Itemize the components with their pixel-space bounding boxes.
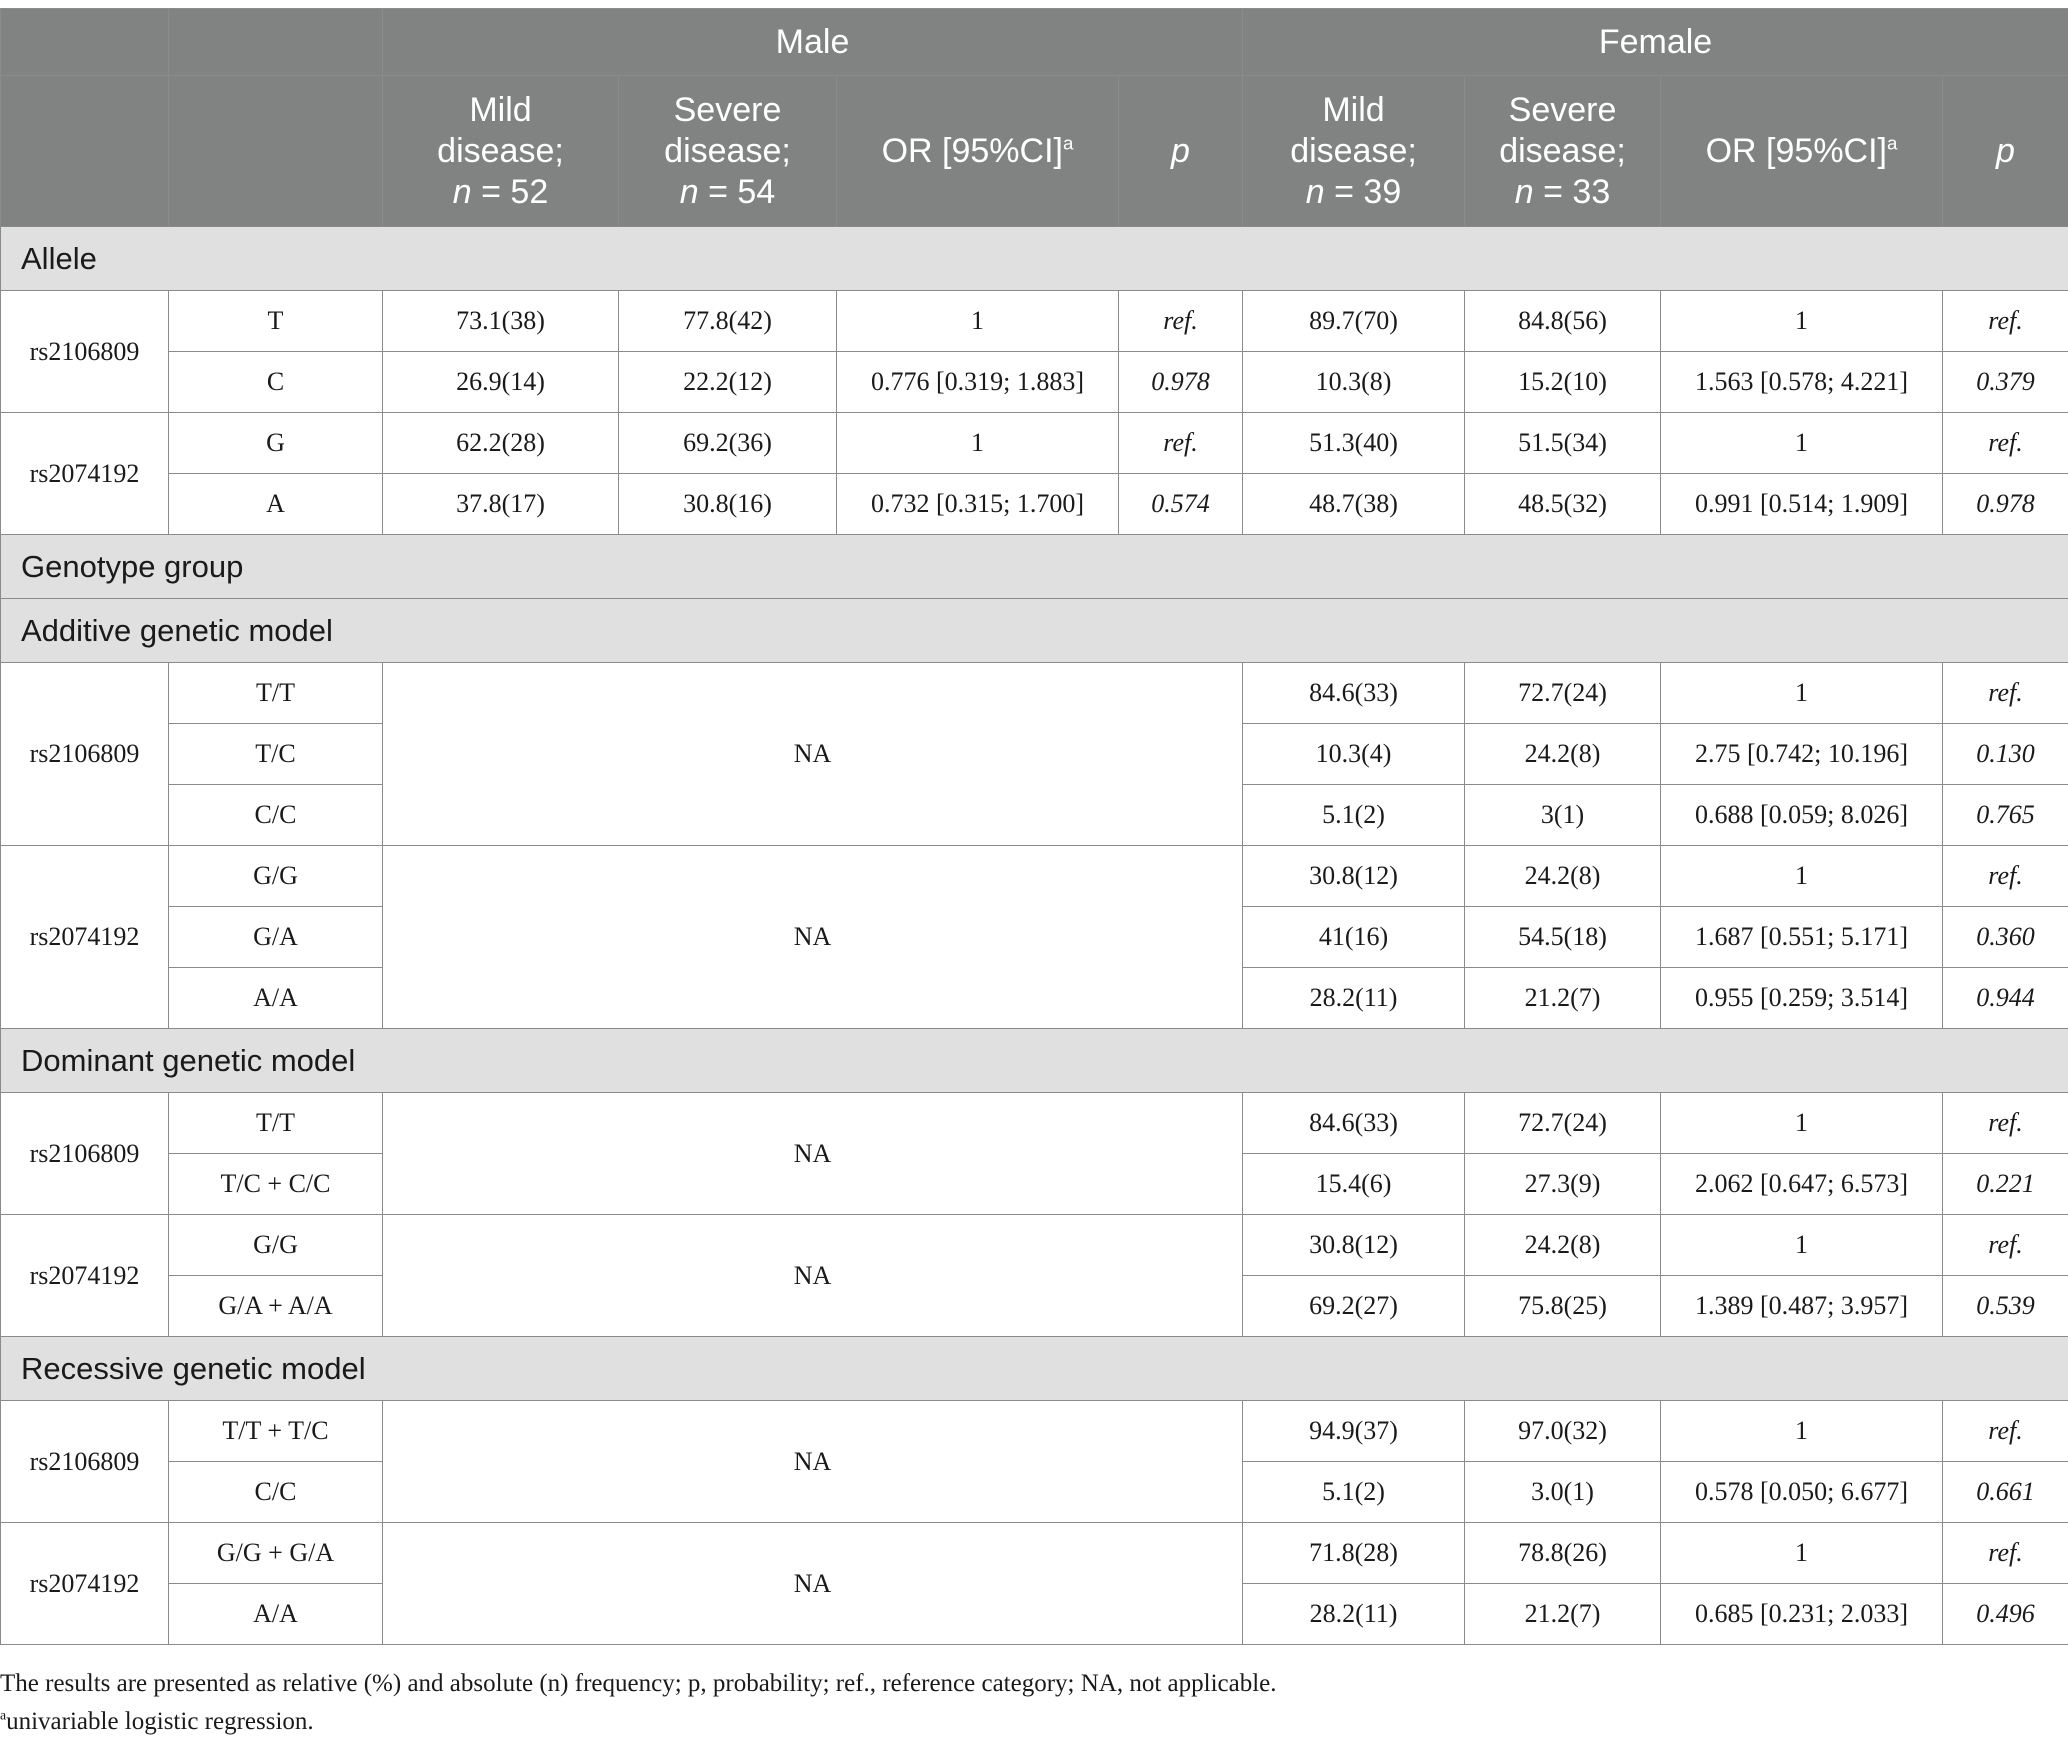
genotype-cell: T (169, 291, 383, 352)
female-severe-cell: 21.2(7) (1465, 1584, 1661, 1645)
snp-label: rs2106809 (1, 291, 169, 413)
footnote-regression-text: univariable logistic regression. (6, 1708, 314, 1735)
header-blank-1 (1, 9, 169, 76)
genotype-cell: C (169, 352, 383, 413)
female-mild-cell: 94.9(37) (1243, 1401, 1465, 1462)
female-mild-cell: 28.2(11) (1243, 1584, 1465, 1645)
female-severe-cell: 3.0(1) (1465, 1462, 1661, 1523)
genotype-cell: A/A (169, 1584, 383, 1645)
header-blank-2 (169, 9, 383, 76)
female-p-cell: 0.944 (1943, 968, 2068, 1029)
header-blank-4 (169, 76, 383, 227)
section-allele: Allele (1, 227, 2068, 291)
table-row (1, 663, 2068, 724)
female-severe-cell: 24.2(8) (1465, 846, 1661, 907)
male-p-cell: 0.978 (1119, 352, 1243, 413)
female-or-cell: 1 (1661, 291, 1943, 352)
female-mild-cell: 15.4(6) (1243, 1154, 1465, 1215)
female-severe-cell: 78.8(26) (1465, 1523, 1661, 1584)
female-or-cell: 1 (1661, 413, 1943, 474)
female-severe-cell: 24.2(8) (1465, 1215, 1661, 1276)
table-row (1, 291, 2068, 352)
footnote-abbreviations: The results are presented as relative (%) and absolute (n) frequency; p, probability; ref., reference category; NA, not applicable. (0, 1670, 1277, 1697)
footnotes (0, 1665, 2068, 1741)
female-mild-cell: 84.6(33) (1243, 663, 1465, 724)
female-mild-cell: 89.7(70) (1243, 291, 1465, 352)
female-mild-cell: 5.1(2) (1243, 1462, 1465, 1523)
female-severe-cell: 24.2(8) (1465, 724, 1661, 785)
snp-label: rs2106809 (1, 1401, 169, 1523)
female-p-cell: 0.130 (1943, 724, 2068, 785)
section-recessive: Recessive genetic model (1, 1337, 2068, 1401)
table-row (1, 1215, 2068, 1276)
female-mild-cell: 51.3(40) (1243, 413, 1465, 474)
female-mild-cell: 30.8(12) (1243, 846, 1465, 907)
female-severe-cell: 54.5(18) (1465, 907, 1661, 968)
female-or-cell: 1 (1661, 663, 1943, 724)
genotype-cell: T/T + T/C (169, 1401, 383, 1462)
table-row (1, 352, 2068, 413)
genotype-cell: A (169, 474, 383, 535)
genotype-cell: T/C (169, 724, 383, 785)
female-or-cell: 0.688 [0.059; 8.026] (1661, 785, 1943, 846)
female-or-cell: 0.685 [0.231; 2.033] (1661, 1584, 1943, 1645)
male-mild-cell: 37.8(17) (383, 474, 619, 535)
male-na-cell: NA (383, 846, 1243, 1029)
table-row (1, 846, 2068, 907)
male-na-cell: NA (383, 663, 1243, 846)
female-or-cell: 1.389 [0.487; 3.957] (1661, 1276, 1943, 1337)
female-severe-cell: 21.2(7) (1465, 968, 1661, 1029)
female-severe-cell: 27.3(9) (1465, 1154, 1661, 1215)
female-mild-cell: 69.2(27) (1243, 1276, 1465, 1337)
male-na-cell: NA (383, 1523, 1243, 1645)
female-p-cell: ref. (1943, 291, 2068, 352)
male-na-cell: NA (383, 1215, 1243, 1337)
male-na-cell: NA (383, 1093, 1243, 1215)
genotype-cell: G/G (169, 1215, 383, 1276)
male-mild-cell: 73.1(38) (383, 291, 619, 352)
table-row (1, 1523, 2068, 1584)
header-female-severe: Severe disease; n = 33 (1465, 76, 1661, 227)
female-p-cell: 0.379 (1943, 352, 2068, 413)
genotype-cell: A/A (169, 968, 383, 1029)
male-mild-cell: 26.9(14) (383, 352, 619, 413)
female-or-cell: 0.578 [0.050; 6.677] (1661, 1462, 1943, 1523)
male-or-cell: 0.776 [0.319; 1.883] (837, 352, 1119, 413)
female-mild-cell: 10.3(4) (1243, 724, 1465, 785)
female-severe-cell: 97.0(32) (1465, 1401, 1661, 1462)
female-mild-cell: 28.2(11) (1243, 968, 1465, 1029)
male-mild-cell: 62.2(28) (383, 413, 619, 474)
snp-label: rs2074192 (1, 1523, 169, 1645)
female-or-cell: 0.991 [0.514; 1.909] (1661, 474, 1943, 535)
male-or-cell: 1 (837, 291, 1119, 352)
female-p-cell: 0.765 (1943, 785, 2068, 846)
female-mild-cell: 71.8(28) (1243, 1523, 1465, 1584)
snp-label: rs2106809 (1, 1093, 169, 1215)
female-p-cell: ref. (1943, 413, 2068, 474)
genotype-cell: T/T (169, 663, 383, 724)
female-p-cell: 0.539 (1943, 1276, 2068, 1337)
snp-label: rs2106809 (1, 663, 169, 846)
female-or-cell: 2.062 [0.647; 6.573] (1661, 1154, 1943, 1215)
female-mild-cell: 48.7(38) (1243, 474, 1465, 535)
female-severe-cell: 51.5(34) (1465, 413, 1661, 474)
header-male-mild: Mild disease; n = 52 (383, 76, 619, 227)
results-table (0, 8, 2068, 1645)
female-p-cell: 0.360 (1943, 907, 2068, 968)
female-or-cell: 0.955 [0.259; 3.514] (1661, 968, 1943, 1029)
female-mild-cell: 41(16) (1243, 907, 1465, 968)
male-or-cell: 1 (837, 413, 1119, 474)
genotype-cell: C/C (169, 785, 383, 846)
genotype-cell: G/G (169, 846, 383, 907)
female-mild-cell: 30.8(12) (1243, 1215, 1465, 1276)
female-or-cell: 1 (1661, 1093, 1943, 1154)
genotype-cell: G/G + G/A (169, 1523, 383, 1584)
table-row (1, 474, 2068, 535)
female-severe-cell: 72.7(24) (1465, 663, 1661, 724)
footnote-marker: a (0, 1707, 7, 1723)
header-female-or: OR $[95\%CI]^a$ (1661, 76, 1943, 227)
female-or-cell: 1 (1661, 1401, 1943, 1462)
genotype-cell: T/T (169, 1093, 383, 1154)
table-row (1, 1093, 2068, 1154)
female-p-cell: 0.496 (1943, 1584, 2068, 1645)
female-severe-cell: 84.8(56) (1465, 291, 1661, 352)
female-severe-cell: 3(1) (1465, 785, 1661, 846)
male-severe-cell: 22.2(12) (619, 352, 837, 413)
header-male-severe: Severe disease; n = 54 (619, 76, 837, 227)
male-na-cell: NA (383, 1401, 1243, 1523)
table-row (1, 413, 2068, 474)
footnote-regression (0, 1703, 2068, 1741)
section-dominant: Dominant genetic model (1, 1029, 2068, 1093)
female-severe-cell: 48.5(32) (1465, 474, 1661, 535)
female-or-cell: 1 (1661, 1523, 1943, 1584)
snp-label: rs2074192 (1, 413, 169, 535)
male-or-cell: 0.732 [0.315; 1.700] (837, 474, 1119, 535)
male-severe-cell: 77.8(42) (619, 291, 837, 352)
genotype-cell: T/C + C/C (169, 1154, 383, 1215)
female-or-cell: 1 (1661, 1215, 1943, 1276)
female-or-cell: 1 (1661, 846, 1943, 907)
female-p-cell: ref. (1943, 846, 2068, 907)
section-additive: Additive genetic model (1, 599, 2068, 663)
genotype-cell: G/A + A/A (169, 1276, 383, 1337)
genotype-cell: G (169, 413, 383, 474)
female-severe-cell: 72.7(24) (1465, 1093, 1661, 1154)
header-female-p: p (1943, 76, 2068, 227)
female-severe-cell: 75.8(25) (1465, 1276, 1661, 1337)
female-p-cell: 0.661 (1943, 1462, 2068, 1523)
header-male-or: OR $[95\%CI]^a$ (837, 76, 1119, 227)
table-row (1, 1401, 2068, 1462)
header-female-mild: Mild disease; n = 39 (1243, 76, 1465, 227)
female-or-cell: 1.687 [0.551; 5.171] (1661, 907, 1943, 968)
header-male: Male (383, 9, 1243, 76)
female-p-cell: 0.978 (1943, 474, 2068, 535)
female-p-cell: ref. (1943, 1093, 2068, 1154)
header-female: Female (1243, 9, 2068, 76)
female-mild-cell: 10.3(8) (1243, 352, 1465, 413)
female-severe-cell: 15.2(10) (1465, 352, 1661, 413)
female-p-cell: ref. (1943, 663, 2068, 724)
snp-label: rs2074192 (1, 846, 169, 1029)
male-severe-cell: 69.2(36) (619, 413, 837, 474)
genotype-cell: C/C (169, 1462, 383, 1523)
female-or-cell: 2.75 [0.742; 10.196] (1661, 724, 1943, 785)
snp-label: rs2074192 (1, 1215, 169, 1337)
female-mild-cell: 5.1(2) (1243, 785, 1465, 846)
section-genotype-group: Genotype group (1, 535, 2068, 599)
female-mild-cell: 84.6(33) (1243, 1093, 1465, 1154)
female-p-cell: ref. (1943, 1523, 2068, 1584)
male-p-cell: ref. (1119, 413, 1243, 474)
header-blank-3 (1, 76, 169, 227)
male-severe-cell: 30.8(16) (619, 474, 837, 535)
male-p-cell: ref. (1119, 291, 1243, 352)
header-male-p: p (1119, 76, 1243, 227)
female-p-cell: ref. (1943, 1401, 2068, 1462)
genotype-cell: G/A (169, 907, 383, 968)
female-p-cell: 0.221 (1943, 1154, 2068, 1215)
male-p-cell: 0.574 (1119, 474, 1243, 535)
female-or-cell: 1.563 [0.578; 4.221] (1661, 352, 1943, 413)
female-p-cell: ref. (1943, 1215, 2068, 1276)
